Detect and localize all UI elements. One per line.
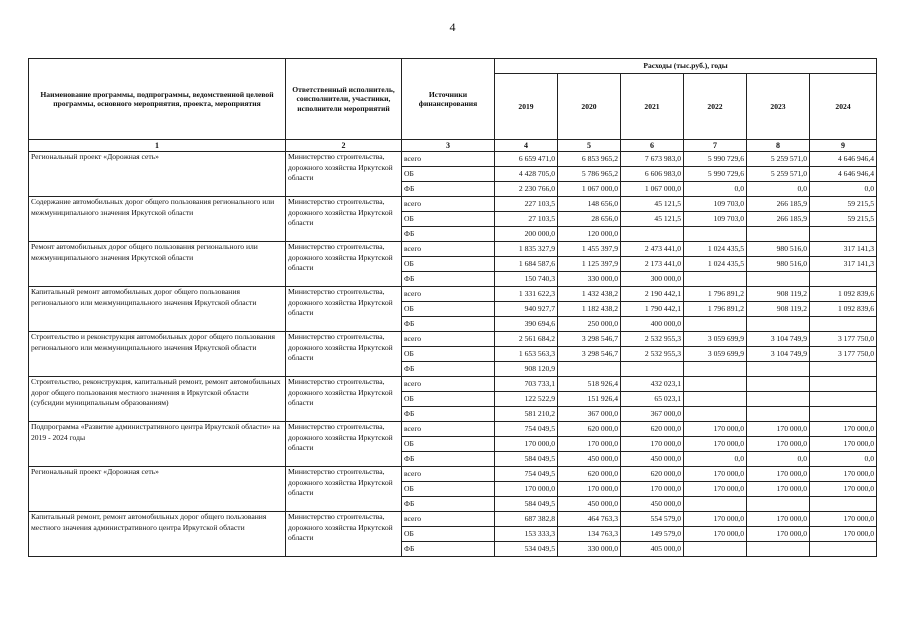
expense-value: 1 432 438,2: [558, 287, 621, 302]
table-row: [29, 467, 877, 482]
header-year: 2019: [495, 74, 558, 140]
expense-value: 150 740,3: [495, 272, 558, 287]
expense-value: 754 049,5: [495, 467, 558, 482]
expense-value: 7 673 983,0: [621, 152, 684, 167]
expense-value: 2 190 442,1: [621, 287, 684, 302]
table-body: [29, 152, 877, 557]
executor: Министерство строительства, дорожного хозяйства Иркутской области: [286, 197, 402, 242]
table-row: [29, 377, 877, 392]
expense-value: 687 382,8: [495, 512, 558, 527]
expense-value: [684, 377, 747, 392]
expense-value: 153 333,3: [495, 527, 558, 542]
expense-value: 400 000,0: [621, 317, 684, 332]
expense-value: [810, 392, 877, 407]
expense-value: 1 092 839,6: [810, 302, 877, 317]
expense-value: 330 000,0: [558, 542, 621, 557]
table-row: [29, 242, 877, 257]
expense-value: 170 000,0: [747, 482, 810, 497]
expense-value: 1 331 622,3: [495, 287, 558, 302]
expense-value: 620 000,0: [558, 422, 621, 437]
expense-value: 584 049,5: [495, 497, 558, 512]
expense-value: [810, 542, 877, 557]
expense-value: 450 000,0: [621, 452, 684, 467]
expense-value: 65 023,1: [621, 392, 684, 407]
expense-value: 1 790 442,1: [621, 302, 684, 317]
expense-value: 1 653 563,3: [495, 347, 558, 362]
page-number: 4: [449, 20, 456, 34]
funding-source: ОБ: [402, 482, 495, 497]
expense-value: [810, 272, 877, 287]
expense-value: [747, 317, 810, 332]
expense-value: 109 703,0: [684, 212, 747, 227]
expense-value: 45 121,5: [621, 212, 684, 227]
expense-value: 120 000,0: [558, 227, 621, 242]
column-number: 4: [495, 140, 558, 152]
expense-value: 170 000,0: [810, 512, 877, 527]
expense-value: [684, 317, 747, 332]
expense-value: 3 059 699,9: [684, 347, 747, 362]
expense-value: 405 000,0: [621, 542, 684, 557]
funding-source: всего: [402, 377, 495, 392]
header-year: 2023: [747, 74, 810, 140]
expense-value: 908 119,2: [747, 302, 810, 317]
funding-source: ОБ: [402, 392, 495, 407]
executor: Министерство строительства, дорожного хозяйства Иркутской области: [286, 512, 402, 557]
expense-value: 170 000,0: [747, 422, 810, 437]
expense-value: 250 000,0: [558, 317, 621, 332]
measure-name: Капитальный ремонт, ремонт автомобильных дорог общего пользования местного значения административного центра Иркутской области: [29, 512, 286, 557]
expense-value: 59 215,5: [810, 212, 877, 227]
expense-value: 3 298 546,7: [558, 347, 621, 362]
expense-value: [810, 362, 877, 377]
measure-name: Региональный проект «Дорожная сеть»: [29, 152, 286, 197]
expense-value: [810, 317, 877, 332]
expense-value: 200 000,0: [495, 227, 558, 242]
expense-value: 754 049,5: [495, 422, 558, 437]
measure-name: Ремонт автомобильных дорог общего пользования регионального или межмуниципального значения Иркутской области: [29, 242, 286, 287]
funding-source: ФБ: [402, 407, 495, 422]
funding-source: всего: [402, 287, 495, 302]
expense-value: 1 067 000,0: [621, 182, 684, 197]
header-year: 2022: [684, 74, 747, 140]
expense-value: 170 000,0: [684, 482, 747, 497]
expense-value: 151 926,4: [558, 392, 621, 407]
expense-value: 1 796 891,2: [684, 287, 747, 302]
funding-source: ФБ: [402, 272, 495, 287]
expense-value: 908 120,9: [495, 362, 558, 377]
expense-value: [621, 227, 684, 242]
expense-value: [558, 362, 621, 377]
expense-value: 464 763,3: [558, 512, 621, 527]
expense-value: 1 182 438,2: [558, 302, 621, 317]
expense-value: 149 579,0: [621, 527, 684, 542]
expense-value: 27 103,5: [495, 212, 558, 227]
expense-value: [684, 272, 747, 287]
table-row: [29, 332, 877, 347]
column-number: 1: [29, 140, 286, 152]
expense-value: 0,0: [810, 182, 877, 197]
expense-value: 170 000,0: [810, 482, 877, 497]
expense-value: [810, 407, 877, 422]
expense-value: 170 000,0: [810, 437, 877, 452]
executor: Министерство строительства, дорожного хозяйства Иркутской области: [286, 377, 402, 422]
expense-value: 170 000,0: [684, 422, 747, 437]
expense-value: 2 173 441,0: [621, 257, 684, 272]
expense-value: 170 000,0: [810, 467, 877, 482]
header-year: 2024: [810, 74, 877, 140]
column-number: 9: [810, 140, 877, 152]
expense-value: 980 516,0: [747, 242, 810, 257]
table-row: [29, 422, 877, 437]
executor: Министерство строительства, дорожного хозяйства Иркутской области: [286, 332, 402, 377]
expense-value: [684, 497, 747, 512]
expense-value: [747, 407, 810, 422]
expense-value: [684, 542, 747, 557]
expense-value: 45 121,5: [621, 197, 684, 212]
expense-value: 1 125 397,9: [558, 257, 621, 272]
expense-value: [810, 227, 877, 242]
funding-source: всего: [402, 242, 495, 257]
expense-value: 170 000,0: [747, 467, 810, 482]
expense-value: 170 000,0: [684, 437, 747, 452]
expense-value: [810, 377, 877, 392]
funding-source: всего: [402, 467, 495, 482]
expense-value: 170 000,0: [621, 437, 684, 452]
expense-value: 5 990 729,6: [684, 152, 747, 167]
expense-value: [747, 497, 810, 512]
column-number: 8: [747, 140, 810, 152]
expense-value: 1 796 891,2: [684, 302, 747, 317]
expense-value: 554 579,0: [621, 512, 684, 527]
expense-value: 450 000,0: [558, 452, 621, 467]
expense-value: 980 516,0: [747, 257, 810, 272]
expense-value: 367 000,0: [621, 407, 684, 422]
funding-source: ФБ: [402, 452, 495, 467]
expense-value: 432 023,1: [621, 377, 684, 392]
expense-value: 170 000,0: [495, 437, 558, 452]
funding-source: ОБ: [402, 437, 495, 452]
expense-value: 3 059 699,9: [684, 332, 747, 347]
executor: Министерство строительства, дорожного хозяйства Иркутской области: [286, 242, 402, 287]
expense-value: 2 230 766,0: [495, 182, 558, 197]
expense-value: 581 210,2: [495, 407, 558, 422]
executor: Министерство строительства, дорожного хозяйства Иркутской области: [286, 467, 402, 512]
header-year: 2021: [621, 74, 684, 140]
expense-value: 1 024 435,5: [684, 257, 747, 272]
expense-value: [747, 542, 810, 557]
expense-value: 1 835 327,9: [495, 242, 558, 257]
funding-source: ФБ: [402, 542, 495, 557]
expense-value: 170 000,0: [747, 437, 810, 452]
expense-value: 4 646 946,4: [810, 152, 877, 167]
expense-value: 170 000,0: [684, 527, 747, 542]
executor: Министерство строительства, дорожного хозяйства Иркутской области: [286, 422, 402, 467]
measure-name: Подпрограмма «Развитие административного центра Иркутской области» на 2019 - 2024 годы: [29, 422, 286, 467]
funding-source: ОБ: [402, 257, 495, 272]
expense-value: 1 684 587,6: [495, 257, 558, 272]
expense-value: 266 185,9: [747, 197, 810, 212]
expense-value: 620 000,0: [621, 467, 684, 482]
expense-value: 0,0: [684, 182, 747, 197]
expense-value: 170 000,0: [558, 437, 621, 452]
expense-value: 148 656,0: [558, 197, 621, 212]
expense-value: [684, 407, 747, 422]
measure-name: Региональный проект «Дорожная сеть»: [29, 467, 286, 512]
expense-value: 170 000,0: [558, 482, 621, 497]
expense-value: 534 049,5: [495, 542, 558, 557]
measure-name: Содержание автомобильных дорог общего пользования регионального или межмуниципального значения Иркутской области: [29, 197, 286, 242]
executor: Министерство строительства, дорожного хозяйства Иркутской области: [286, 152, 402, 197]
expense-value: 266 185,9: [747, 212, 810, 227]
expense-value: 5 259 571,0: [747, 152, 810, 167]
expense-value: 170 000,0: [747, 527, 810, 542]
expense-value: 3 104 749,9: [747, 347, 810, 362]
expense-value: 4 428 705,0: [495, 167, 558, 182]
column-number: 5: [558, 140, 621, 152]
expense-value: 2 561 684,2: [495, 332, 558, 347]
expense-value: 1 067 000,0: [558, 182, 621, 197]
header-year: 2020: [558, 74, 621, 140]
expense-value: 170 000,0: [810, 422, 877, 437]
expense-value: 6 853 965,2: [558, 152, 621, 167]
funding-source: ФБ: [402, 182, 495, 197]
expense-value: 3 177 750,0: [810, 332, 877, 347]
expense-value: [747, 392, 810, 407]
column-number: 2: [286, 140, 402, 152]
expense-value: 620 000,0: [558, 467, 621, 482]
expense-value: [684, 392, 747, 407]
expense-value: 300 000,0: [621, 272, 684, 287]
expense-value: 4 646 946,4: [810, 167, 877, 182]
executor: Министерство строительства, дорожного хозяйства Иркутской области: [286, 287, 402, 332]
expense-value: 703 733,1: [495, 377, 558, 392]
expense-value: 170 000,0: [495, 482, 558, 497]
funding-source: всего: [402, 332, 495, 347]
expense-value: 2 532 955,3: [621, 347, 684, 362]
expense-value: 0,0: [684, 452, 747, 467]
expense-value: 59 215,5: [810, 197, 877, 212]
funding-source: всего: [402, 197, 495, 212]
expense-value: 134 763,3: [558, 527, 621, 542]
expense-value: 227 103,5: [495, 197, 558, 212]
table-row: [29, 197, 877, 212]
expense-value: [747, 227, 810, 242]
expense-value: [684, 362, 747, 377]
funding-source: ФБ: [402, 362, 495, 377]
funding-source: ФБ: [402, 317, 495, 332]
expense-value: 122 522,9: [495, 392, 558, 407]
expense-value: 5 259 571,0: [747, 167, 810, 182]
table-row: [29, 152, 877, 167]
expense-value: [747, 362, 810, 377]
expense-value: 109 703,0: [684, 197, 747, 212]
expense-value: 3 177 750,0: [810, 347, 877, 362]
table-row: [29, 512, 877, 527]
table-row: [29, 287, 877, 302]
expense-value: 170 000,0: [621, 482, 684, 497]
expense-value: [621, 362, 684, 377]
expense-value: 908 119,2: [747, 287, 810, 302]
expense-value: 5 786 965,2: [558, 167, 621, 182]
funding-source: всего: [402, 422, 495, 437]
expense-value: 367 000,0: [558, 407, 621, 422]
column-number: 6: [621, 140, 684, 152]
expense-value: 940 927,7: [495, 302, 558, 317]
expense-value: 1 092 839,6: [810, 287, 877, 302]
column-number: 3: [402, 140, 495, 152]
header-name: Наименование программы, подпрограммы, ведомственной целевой программы, основного мероприятия, проекта, мероприятия: [29, 59, 286, 140]
expense-value: 0,0: [810, 452, 877, 467]
funding-source: всего: [402, 512, 495, 527]
funding-source: всего: [402, 152, 495, 167]
expense-value: 390 694,6: [495, 317, 558, 332]
expense-value: 317 141,3: [810, 257, 877, 272]
measure-name: Строительство и реконструкция автомобильных дорог общего пользования регионального или межмуниципального значения Иркутской области: [29, 332, 286, 377]
expense-value: 3 298 546,7: [558, 332, 621, 347]
expense-value: 0,0: [747, 452, 810, 467]
expense-value: 6 659 471,0: [495, 152, 558, 167]
funding-source: ОБ: [402, 167, 495, 182]
funding-source: ФБ: [402, 497, 495, 512]
funding-source: ФБ: [402, 227, 495, 242]
funding-source: ОБ: [402, 347, 495, 362]
column-number: 7: [684, 140, 747, 152]
budget-table: [28, 58, 877, 557]
expense-value: 0,0: [747, 182, 810, 197]
header-source: Источники финансирования: [402, 59, 495, 140]
expense-value: 450 000,0: [621, 497, 684, 512]
expense-value: 170 000,0: [810, 527, 877, 542]
expense-value: 518 926,4: [558, 377, 621, 392]
measure-name: Строительство, реконструкция, капитальный ремонт, ремонт автомобильных дорог общего пользования местного значения в Иркутской области (субсидии муниципальным образованиям): [29, 377, 286, 422]
expense-value: 450 000,0: [558, 497, 621, 512]
expense-value: [684, 227, 747, 242]
expense-value: 170 000,0: [684, 467, 747, 482]
expense-value: 1 024 435,5: [684, 242, 747, 257]
expense-value: [747, 377, 810, 392]
measure-name: Капитальный ремонт автомобильных дорог общего пользования регионального или межмуниципального значения Иркутской области: [29, 287, 286, 332]
header-executor: Ответственный исполнитель, соисполнители, участники, исполнители мероприятий: [286, 59, 402, 140]
expense-value: [810, 497, 877, 512]
expense-value: 170 000,0: [747, 512, 810, 527]
funding-source: ОБ: [402, 527, 495, 542]
expense-value: 28 656,0: [558, 212, 621, 227]
expense-value: 3 104 749,9: [747, 332, 810, 347]
expense-value: 170 000,0: [684, 512, 747, 527]
expense-value: 2 532 955,3: [621, 332, 684, 347]
expense-value: 620 000,0: [621, 422, 684, 437]
expense-value: 6 606 983,0: [621, 167, 684, 182]
funding-source: ОБ: [402, 212, 495, 227]
expense-value: 2 473 441,0: [621, 242, 684, 257]
expense-value: 5 990 729,6: [684, 167, 747, 182]
expense-value: 1 455 397,9: [558, 242, 621, 257]
expense-value: 330 000,0: [558, 272, 621, 287]
expense-value: [747, 272, 810, 287]
header-expenses: Расходы (тыс.руб.), годы: [495, 59, 877, 74]
expense-value: 317 141,3: [810, 242, 877, 257]
expense-value: 584 049,5: [495, 452, 558, 467]
funding-source: ОБ: [402, 302, 495, 317]
